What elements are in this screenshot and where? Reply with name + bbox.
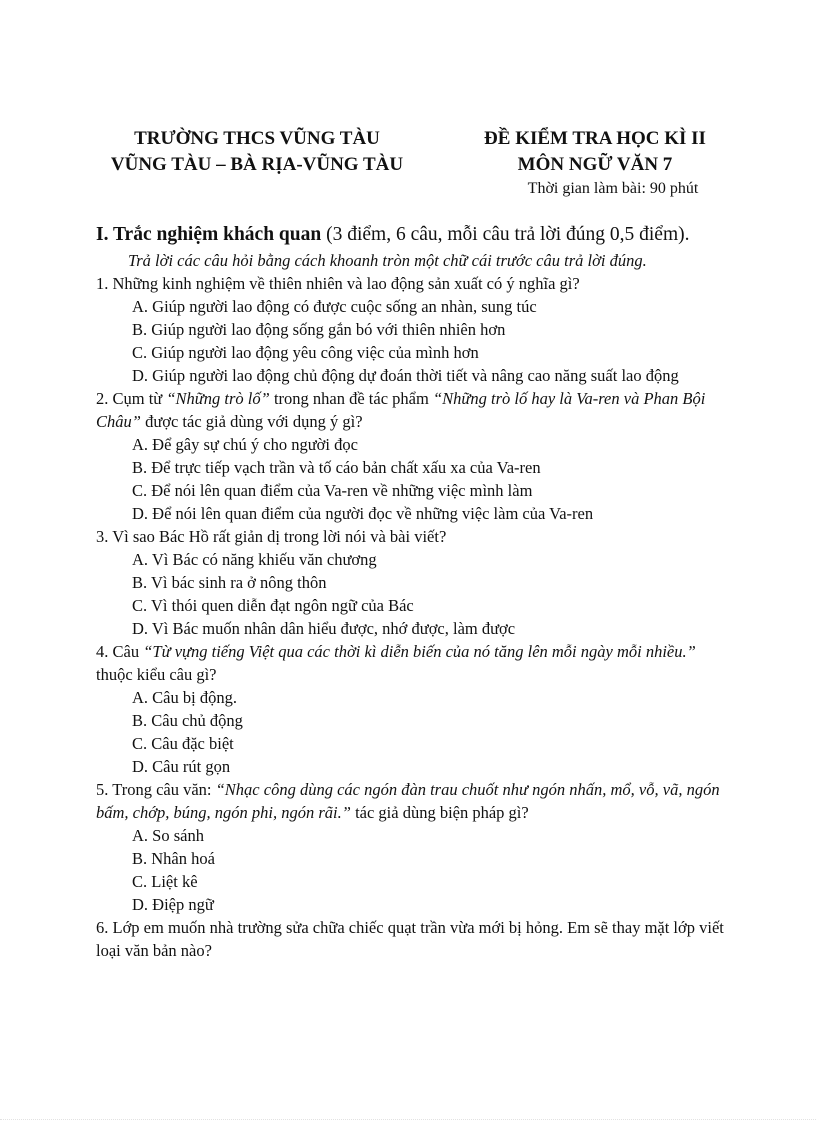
q2-option-d: D. Để nói lên quan điểm của người đọc về những việc làm của Va-ren bbox=[132, 504, 594, 523]
question-4 bbox=[96, 640, 736, 686]
q1-option-c: C. Giúp người lao động yêu công việc của mình hơn bbox=[132, 343, 479, 362]
exam-time: Thời gian làm bài: 90 phút bbox=[527, 180, 699, 197]
q2-suffix: được tác giả dùng với dụng ý gì? bbox=[140, 412, 363, 431]
section-title: I. Trắc nghiệm khách quan bbox=[96, 224, 322, 245]
q2-prefix: 2. Cụm từ bbox=[96, 389, 167, 408]
question-3: 3. Vì sao Bác Hồ rất giản dị trong lời nói và bài viết? bbox=[96, 527, 447, 546]
q3-option-d: D. Vì Bác muốn nhân dân hiểu được, nhớ được, làm được bbox=[132, 619, 516, 638]
q4-option-b: B. Câu chủ động bbox=[132, 711, 243, 730]
q4-option-a: A. Câu bị động. bbox=[132, 688, 237, 707]
q3-option-a: A. Vì Bác có năng khiếu văn chương bbox=[132, 550, 377, 569]
exam-subject: MÔN NGỮ VĂN 7 bbox=[517, 154, 673, 175]
q2-option-b: B. Để trực tiếp vạch trần và tố cáo bản chất xấu xa của Va-ren bbox=[132, 458, 541, 477]
q5-option-c: C. Liệt kê bbox=[132, 872, 198, 891]
q1-option-b: B. Giúp người lao động sống gắn bó với thiên nhiên hơn bbox=[132, 320, 506, 339]
q1-option-d: D. Giúp người lao động chủ động dự đoán thời tiết và nâng cao năng suất lao động bbox=[132, 366, 679, 385]
q5-prefix: 5. Trong câu văn: bbox=[96, 780, 216, 799]
q4-option-d: D. Câu rút gọn bbox=[132, 757, 231, 776]
q5-suffix: tác giả dùng biện pháp gì? bbox=[350, 803, 529, 822]
q2-middle: trong nhan đề tác phẩm bbox=[269, 389, 433, 408]
question-6: 6. Lớp em muốn nhà trường sửa chữa chiếc quạt trần vừa mới bị hỏng. Em sẽ thay mặt lớp viết loại văn bản nào? bbox=[96, 918, 724, 960]
page-bottom-divider bbox=[0, 1119, 816, 1120]
question-5 bbox=[96, 778, 736, 824]
q3-option-b: B. Vì bác sinh ra ở nông thôn bbox=[132, 573, 327, 592]
exam-content bbox=[96, 222, 736, 962]
section-subtitle: (3 điểm, 6 câu, mỗi câu trả lời đúng 0,5 điểm). bbox=[321, 224, 690, 245]
q2-option-c: C. Để nói lên quan điểm của Va-ren về những việc mình làm bbox=[132, 481, 533, 500]
exam-header bbox=[462, 126, 728, 200]
q4-quote: “Từ vựng tiếng Việt qua các thời kì diễn biến của nó tăng lên mỗi ngày mỗi nhiều.” bbox=[143, 642, 696, 661]
question-2 bbox=[96, 387, 736, 433]
q5-option-b: B. Nhân hoá bbox=[132, 849, 215, 868]
q2-option-a: A. Để gây sự chú ý cho người đọc bbox=[132, 435, 358, 454]
school-header bbox=[92, 126, 422, 178]
section-heading bbox=[96, 222, 736, 248]
q4-suffix: thuộc kiểu câu gì? bbox=[96, 665, 217, 684]
q2-quote-title: “Những trò lố hay là Va-ren và Phan Bội Châu” bbox=[96, 389, 706, 431]
school-name: TRƯỜNG THCS VŨNG TÀU bbox=[134, 128, 380, 149]
q5-quote: “Nhạc công dùng các ngón đàn trau chuốt như ngón nhấn, mổ, vỗ, vã, ngón bấm, chớp, búng, ngón phi, ngón rãi.” bbox=[96, 780, 720, 822]
q4-option-c: C. Câu đặc biệt bbox=[132, 734, 234, 753]
section-instruction: Trả lời các câu hỏi bằng cách khoanh tròn một chữ cái trước câu trả lời đúng. bbox=[128, 251, 647, 270]
q2-quote: “Những trò lố” bbox=[166, 389, 270, 408]
q1-option-a: A. Giúp người lao động có được cuộc sống an nhàn, sung túc bbox=[132, 297, 537, 316]
q3-option-c: C. Vì thói quen diễn đạt ngôn ngữ của Bác bbox=[132, 596, 414, 615]
q5-option-a: A. So sánh bbox=[132, 826, 204, 845]
school-location: VŨNG TÀU – BÀ RỊA-VŨNG TÀU bbox=[110, 154, 404, 175]
exam-title: ĐỀ KIỂM TRA HỌC KÌ II bbox=[484, 128, 706, 149]
q4-prefix: 4. Câu bbox=[96, 642, 144, 661]
q5-option-d: D. Điệp ngữ bbox=[132, 895, 214, 914]
question-1: 1. Những kinh nghiệm về thiên nhiên và lao động sản xuất có ý nghĩa gì? bbox=[96, 274, 580, 293]
